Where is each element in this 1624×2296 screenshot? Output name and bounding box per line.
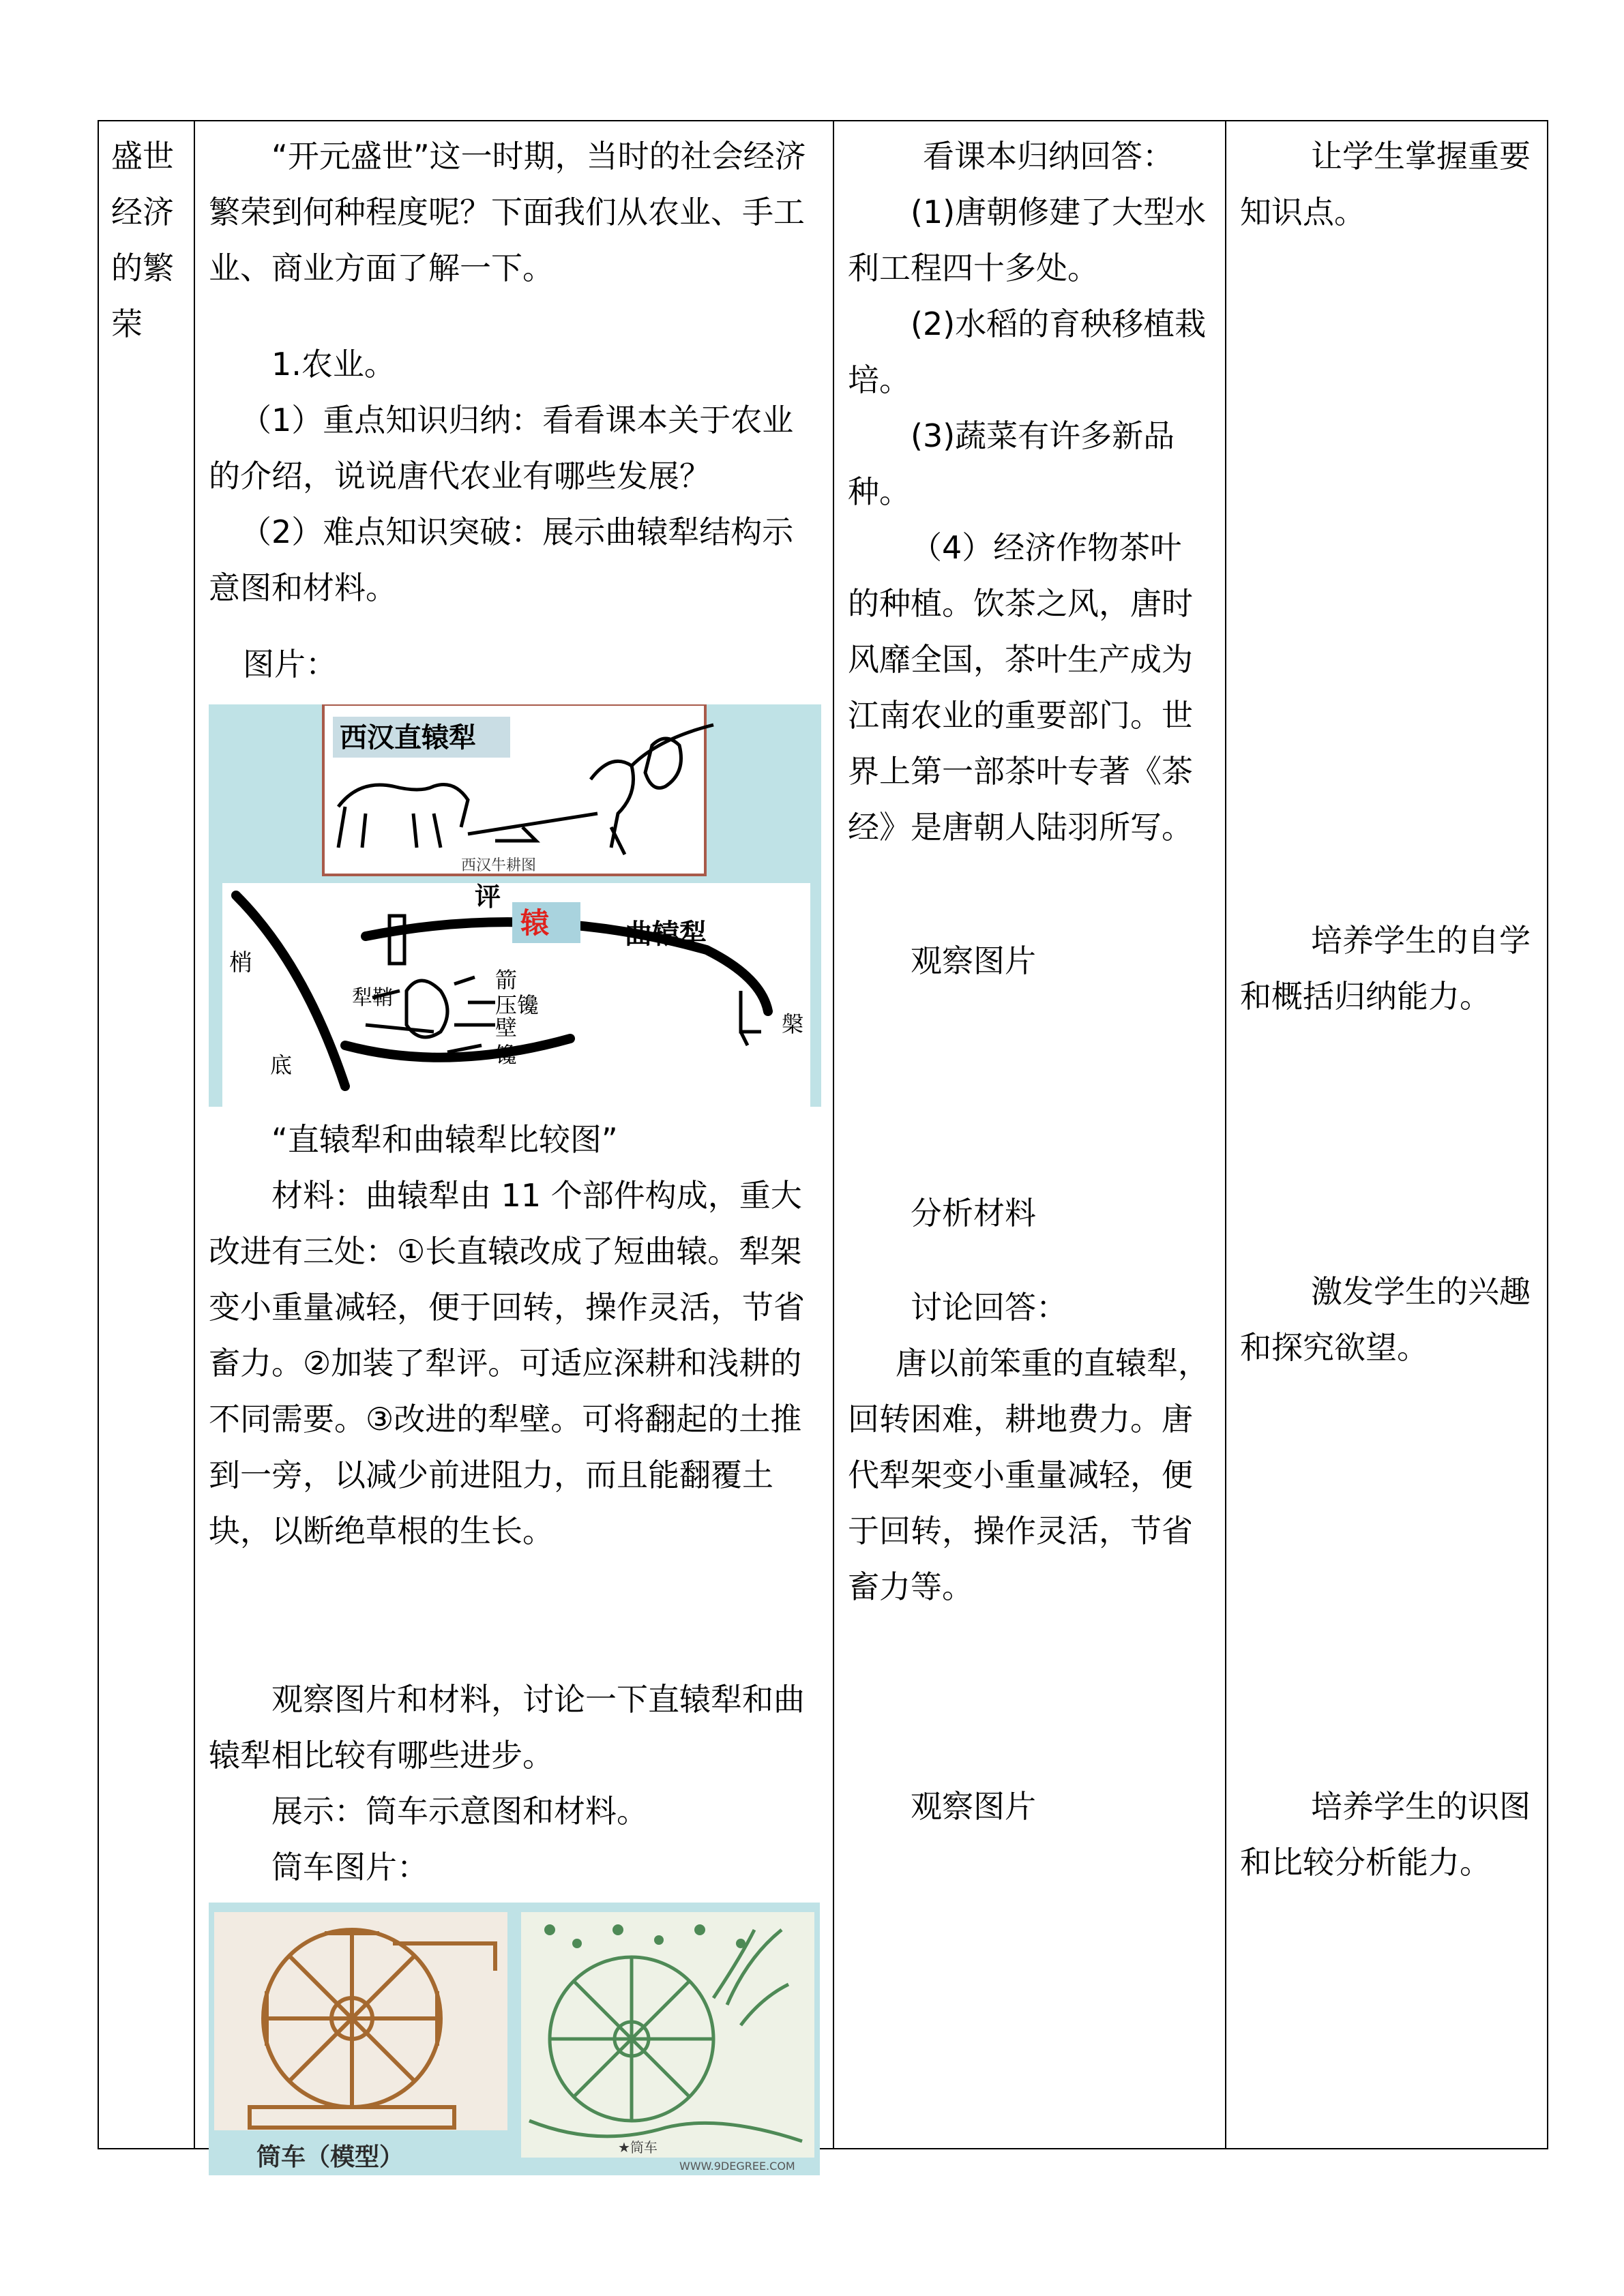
- intent-1: 让学生掌握重要知识点。: [1240, 138, 1531, 230]
- table-row: [98, 121, 1548, 2149]
- observe-picture-1: 观察图片: [911, 942, 1036, 979]
- plough-comparison-image: [209, 704, 821, 1107]
- answer-3: (3)蔬菜有许多新品种。: [848, 417, 1175, 510]
- student-read: 看课本归纳回答：: [923, 138, 1174, 175]
- plough-part-label-6: 镵: [495, 1042, 518, 1068]
- teacher-activity-cell: [194, 121, 833, 2173]
- plough-part-label-2: 梢: [229, 949, 252, 976]
- discuss-heading: 讨论回答：: [911, 1289, 1067, 1326]
- waterwheel-label: 筒车图片：: [271, 1849, 428, 1885]
- student-activity-cell: [833, 121, 1226, 2149]
- plough-part-label-8: 犁鞘: [352, 986, 393, 1010]
- answer-4: （4）经济作物茶叶的种植。饮茶之风，唐时风靡全国，茶叶生产成为江南农业的重要部门。世界上第一部茶叶专著《茶经》是唐朝人陆羽所写。: [848, 529, 1193, 846]
- woodcut-caption: ★筒车: [618, 2139, 658, 2156]
- analyze-material: 分析材料: [911, 1195, 1036, 1232]
- plough-part-label-1: 评: [475, 881, 501, 912]
- intent-3: 激发学生的兴趣和探究欲望。: [1240, 1273, 1531, 1366]
- lesson-plan-table: [98, 120, 1548, 2173]
- intent-2: 培养学生的自学和概括归纳能力。: [1240, 922, 1531, 1015]
- model-caption: 筒车（模型）: [256, 2143, 404, 2171]
- intent-4: 培养学生的识图和比较分析能力。: [1240, 1788, 1531, 1881]
- key-point-1: （1）重点知识归纳：看看课本关于农业的介绍，说说唐代农业有哪些发展？: [209, 402, 794, 494]
- agriculture-heading: 1.农业。: [271, 346, 396, 383]
- key-point-2: （2）难点知识突破：展示曲辕犁结构示意图和材料。: [209, 513, 794, 606]
- answer-2: (2)水稻的育秧移植栽培。: [848, 305, 1207, 398]
- upper-plough-label: 西汉直辕犁: [340, 721, 476, 754]
- upper-plough-caption: 西汉牛耕图: [461, 857, 537, 874]
- section-title-cell: [98, 121, 194, 2149]
- picture-label: 图片：: [243, 646, 337, 683]
- show-paragraph: 展示：筒车示意图和材料。: [271, 1793, 648, 1830]
- intro-paragraph: “开元盛世”这一时期，当时的社会经济繁荣到何种程度呢？下面我们从农业、手工业、商业方面了解一下。: [209, 138, 806, 286]
- plough-part-label-3: 箭: [495, 967, 518, 993]
- section-title: 盛世经济的繁荣: [111, 138, 174, 342]
- image-watermark: WWW.9DEGREE.COM: [679, 2160, 795, 2173]
- shaft-red-label: 辕: [520, 906, 550, 940]
- plough-part-label-4: 压镵: [495, 992, 540, 1018]
- discuss-answer: 唐以前笨重的直辕犁，回转困难，耕地费力。唐代犁架变小重量减轻，便于回转，操作灵活，节省畜力等。: [848, 1345, 1209, 1605]
- plough-part-label-9: 槃: [782, 1011, 804, 1037]
- material-paragraph: 材料：曲辕犁由 11 个部件构成，重大改进有三处：①长直辕改成了短曲辕。犁架变小重量减轻，便于回转，操作灵活，节省畜力。②加装了犁评。可适应深耕和浅耕的不同需要。③改进的犁壁。可将翻起的土推到一旁，以减少前进阻力，而且能翻覆土块，以断绝草根的生长。: [209, 1177, 805, 1549]
- plough-part-label-5: 壁: [495, 1015, 518, 1041]
- plough-caption: “直辕犁和曲辕犁比较图”: [271, 1121, 618, 1158]
- lower-plough-label: 曲辕犁: [625, 918, 707, 950]
- design-intent-cell: [1226, 121, 1548, 2149]
- observe-picture-2: 观察图片: [911, 1788, 1036, 1825]
- waterwheel-image: [209, 1903, 820, 2175]
- plough-part-label-7: 底: [270, 1052, 293, 1078]
- observe-paragraph: 观察图片和材料，讨论一下直辕犁和曲辕犁相比较有哪些进步。: [209, 1681, 805, 1774]
- answer-1: (1)唐朝修建了大型水利工程四十多处。: [848, 194, 1207, 286]
